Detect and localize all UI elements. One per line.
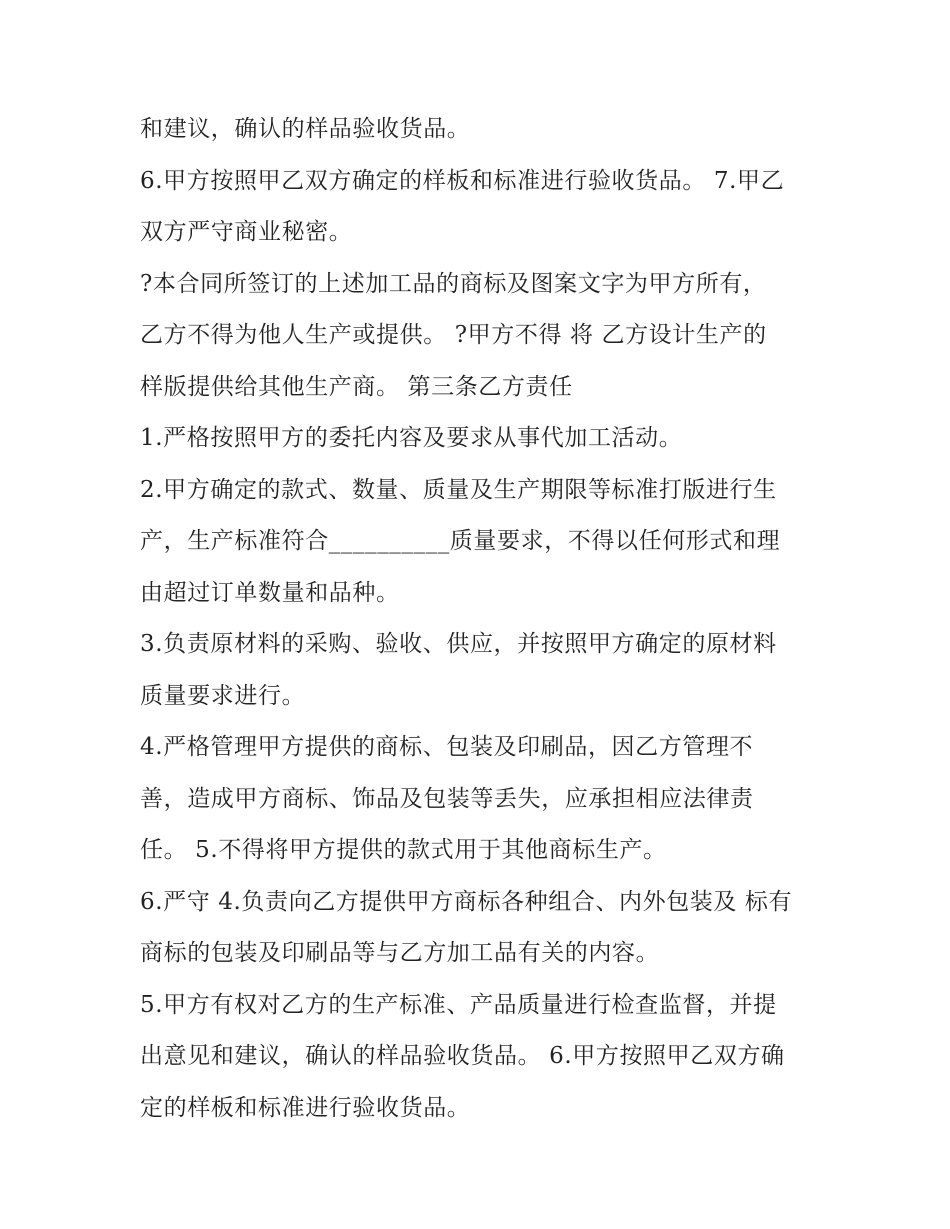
- text-line: 任。 5.不得将甲方提供的款式用于其他商标生产。: [140, 837, 667, 863]
- text-line: 善，造成甲方商标、饰品及包装等丢失，应承担相应法律责: [140, 785, 754, 812]
- text-line: 由超过订单数量和品种。: [140, 579, 400, 606]
- text-line: 样版提供给其他生产商。 第三条乙方责任: [140, 373, 573, 400]
- text-line: 出意见和建议，确认的样品验收货品。 6.甲方按照甲乙双方确: [140, 1043, 785, 1069]
- text-line: 定的样板和标准进行验收货品。: [140, 1094, 471, 1121]
- text-line: 商标的包装及印刷品等与乙方加工品有关的内容。: [140, 940, 660, 966]
- text-line: 和建议，确认的样品验收货品。: [140, 116, 471, 142]
- text-line: 6.甲方按照甲乙双方确定的样板和标准进行验收货品。 7.甲乙: [140, 167, 785, 194]
- text-line: ?本合同所签订的上述加工品的商标及图案文字为甲方所有，: [140, 270, 767, 297]
- document-body: [140, 104, 820, 1134]
- text-line: 乙方不得为他人生产或提供。 ?甲方不得 将 乙方设计生产的: [140, 322, 767, 348]
- text-line: 3.负责原材料的采购、验收、供应，并按照甲方确定的原材料: [140, 631, 777, 657]
- text-line: 产，生产标准符合__________质量要求，不得以任何形式和理: [140, 528, 781, 554]
- text-line: 5.甲方有权对乙方的生产标准、产品质量进行检查监督，并提: [140, 991, 777, 1018]
- text-line: 1.严格按照甲方的委托内容及要求从事代加工活动。: [140, 425, 683, 451]
- text-line: 质量要求进行。: [140, 682, 306, 709]
- text-line: 2.甲方确定的款式、数量、质量及生产期限等标准打版进行生: [140, 476, 777, 503]
- text-line: 6.严守 4.负责向乙方提供甲方商标各种组合、内外包装及 标有: [140, 888, 793, 915]
- text-line: 双方严守商业秘密。: [140, 219, 353, 245]
- text-line: 4.严格管理甲方提供的商标、包装及印刷品，因乙方管理不: [140, 734, 754, 760]
